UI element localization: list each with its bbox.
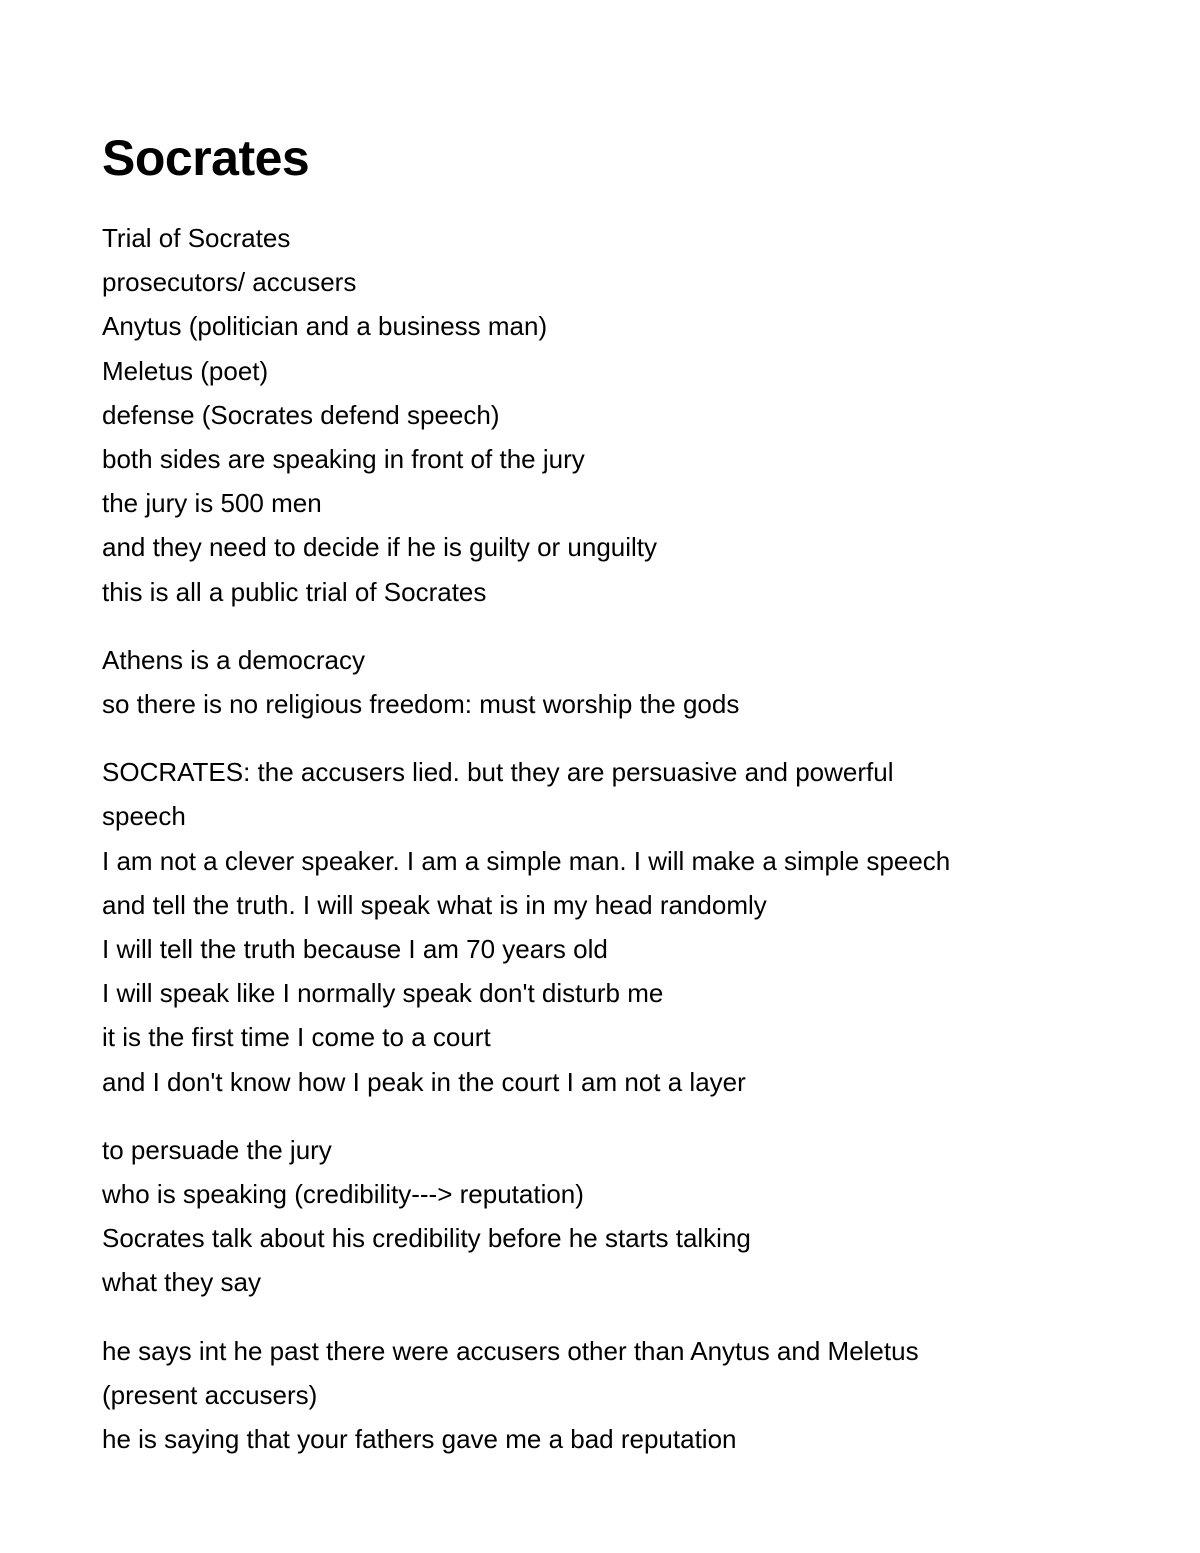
paragraph-athens xyxy=(102,638,1140,726)
text-line: who is speaking (credibility---> reputation) xyxy=(102,1179,584,1210)
text-line: he says int he past there were accusers other than Anytus and Meletus xyxy=(102,1335,919,1366)
text-line: Anytus (politician and a business man) xyxy=(102,311,548,342)
text-line: I am not a clever speaker. I am a simple man. I will make a simple speech xyxy=(102,845,951,876)
text-line: and they need to decide if he is guilty or unguilty xyxy=(102,532,658,563)
text-line: what they say xyxy=(102,1267,261,1298)
text-line: it is the first time I come to a court xyxy=(102,1022,491,1053)
paragraph-past-accusers xyxy=(102,1329,1140,1462)
text-line: so there is no religious freedom: must worship the gods xyxy=(102,689,740,720)
text-line: SOCRATES: the accusers lied. but they are persuasive and powerful xyxy=(102,757,894,788)
text-line: Meletus (poet) xyxy=(102,355,269,386)
paragraph-persuade xyxy=(102,1128,1140,1305)
text-line: he is saying that your fathers gave me a bad reputation xyxy=(102,1424,737,1455)
text-line: I will speak like I normally speak don't disturb me xyxy=(102,978,664,1009)
text-line: this is all a public trial of Socrates xyxy=(102,576,487,607)
text-line: both sides are speaking in front of the jury xyxy=(102,444,585,475)
text-line: the jury is 500 men xyxy=(102,488,322,519)
text-line: speech xyxy=(102,801,186,832)
text-line: to persuade the jury xyxy=(102,1134,332,1165)
text-line: (present accusers) xyxy=(102,1379,318,1410)
text-line: Trial of Socrates xyxy=(102,223,291,253)
text-line: prosecutors/ accusers xyxy=(102,267,357,298)
text-line: Socrates talk about his credibility before he starts talking xyxy=(102,1223,751,1254)
text-line: and I don't know how I peak in the court I am not a layer xyxy=(102,1066,746,1097)
text-line: and tell the truth. I will speak what is in my head randomly xyxy=(102,889,767,920)
text-line: I will tell the truth because I am 70 years old xyxy=(102,934,608,965)
text-line: Athens is a democracy xyxy=(102,644,366,675)
document-title: Socrates xyxy=(102,130,310,186)
paragraph-trial xyxy=(102,216,1140,614)
text-line: defense (Socrates defend speech) xyxy=(102,399,500,430)
paragraph-socrates-speech xyxy=(102,750,1140,1104)
